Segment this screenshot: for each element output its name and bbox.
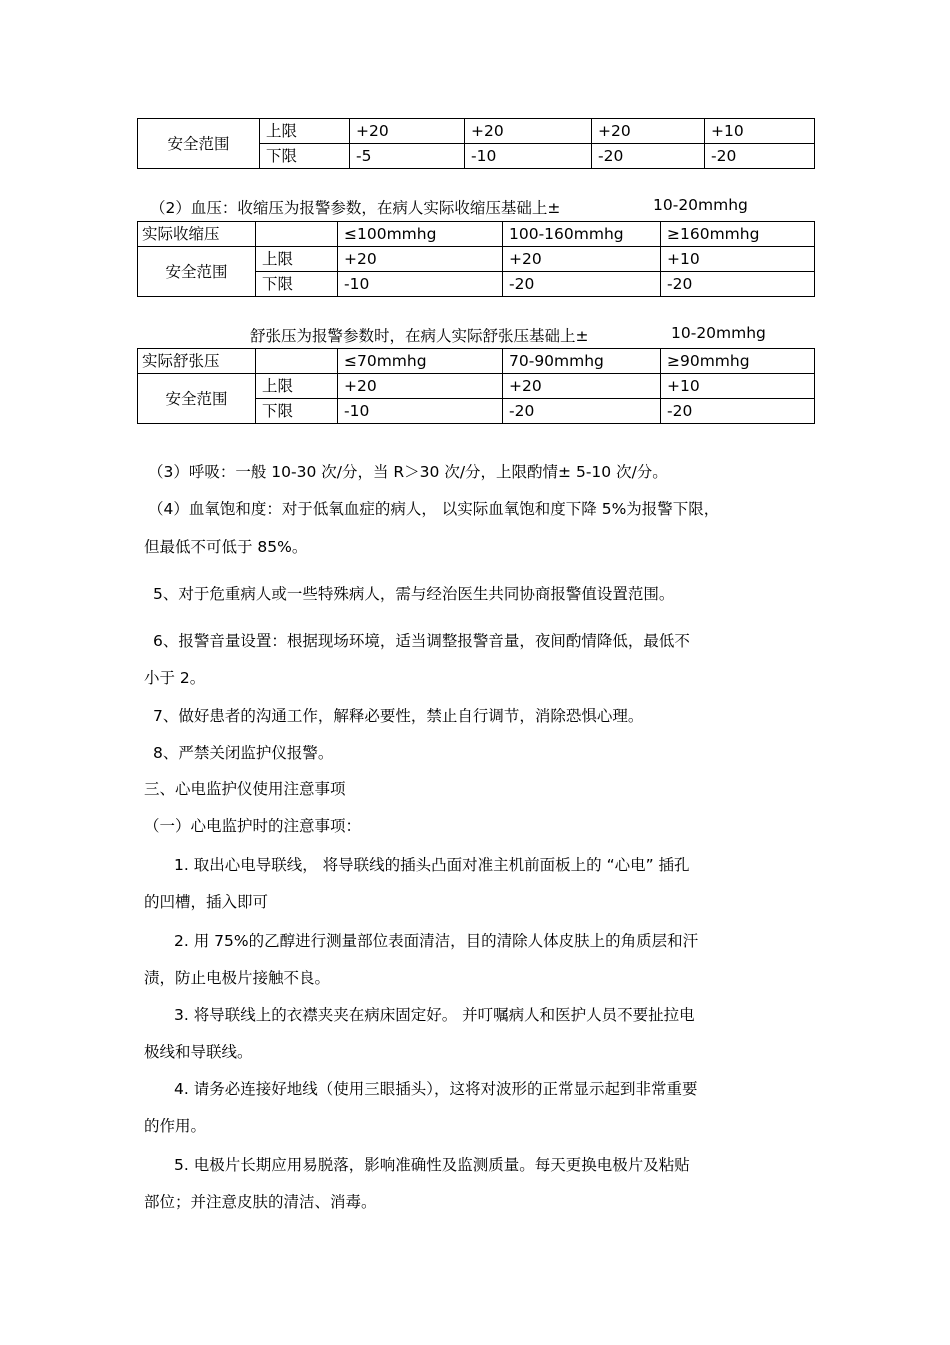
step-1-cont: 的凹槽，插入即可 <box>144 893 269 911</box>
paragraph-respiration: （3）呼吸：一般 10-30 次/分，当 R＞30 次/分，上限酌情± 5-10 次/分。 <box>148 463 668 481</box>
table-header-cell: ≤70mmhg <box>338 349 503 374</box>
step-3: 3. 将导联线上的衣襟夹夹在病床固定好。 并叮嘱病人和医护人员不要扯拉电 <box>174 1006 695 1024</box>
table-cell: -20 <box>503 272 661 297</box>
step-1: 1. 取出心电导联线， 将导联线的插头凸面对准主机前面板上的 “心电” 插孔 <box>174 856 690 874</box>
paragraph-item-6: 6、报警音量设置：根据现场环境，适当调整报警音量，夜间酌情降低，最低不 <box>153 632 690 650</box>
table-cell: -10 <box>465 144 592 169</box>
paragraph-item-8: 8、严禁关闭监护仪报警。 <box>153 744 334 762</box>
step-3-cont: 极线和导联线。 <box>144 1043 253 1061</box>
step-5-cont: 部位；并注意皮肤的清洁、消毒。 <box>144 1193 377 1211</box>
paragraph-item-5: 5、对于危重病人或一些特殊病人，需与经治医生共同协商报警值设置范围。 <box>153 585 675 603</box>
table-cell: -10 <box>338 399 503 424</box>
step-4: 4. 请务必连接好地线（使用三眼插头），这将对波形的正常显示起到非常重要 <box>174 1080 698 1098</box>
table-cell: +20 <box>592 119 705 144</box>
table-cell: 上限 <box>256 247 338 272</box>
paragraph-item-6-cont: 小于 2。 <box>144 669 206 687</box>
table-cell: -20 <box>705 144 815 169</box>
bp-heading-range: 10-20mmhg <box>653 196 748 214</box>
table-cell: 安全范围 <box>138 374 256 424</box>
table-cell: +20 <box>503 374 661 399</box>
table-cell: -20 <box>503 399 661 424</box>
dia-heading-text: 舒张压为报警参数时，在病人实际舒张压基础上± <box>250 327 589 345</box>
table-header-cell: 70-90mmhg <box>503 349 661 374</box>
table-cell: -20 <box>592 144 705 169</box>
paragraph-item-7: 7、做好患者的沟通工作，解释必要性，禁止自行调节，消除恐惧心理。 <box>153 707 644 725</box>
table-cell: +10 <box>661 374 815 399</box>
table-cell: -20 <box>661 272 815 297</box>
table-cell: +20 <box>338 374 503 399</box>
table-cell: +20 <box>503 247 661 272</box>
table-header-cell: 100-160mmhg <box>503 222 661 247</box>
step-5: 5. 电极片长期应用易脱落，影响准确性及监测质量。每天更换电极片及粘贴 <box>174 1156 690 1174</box>
table-cell: 安全范围 <box>138 119 260 169</box>
table-header-cell: 实际收缩压 <box>138 222 256 247</box>
table-cell: +10 <box>705 119 815 144</box>
table-cell: +10 <box>661 247 815 272</box>
table-cell: +20 <box>338 247 503 272</box>
table-cell: 上限 <box>256 374 338 399</box>
step-2: 2. 用 75%的乙醇进行测量部位表面清洁，目的清除人体皮肤上的角质层和汗 <box>174 932 699 950</box>
section-heading: 三、心电监护仪使用注意事项 <box>144 780 346 798</box>
table-cell: 上限 <box>260 119 350 144</box>
table-cell: -20 <box>661 399 815 424</box>
paragraph-spo2: （4）血氧饱和度：对于低氧血症的病人， 以实际血氧饱和度下降 5%为报警下限， <box>148 500 720 518</box>
bp-heading-text: （2）血压：收缩压为报警参数，在病人实际收缩压基础上± <box>150 199 561 217</box>
table-cell: -10 <box>338 272 503 297</box>
table-header-cell: ≥160mmhg <box>661 222 815 247</box>
table-cell: +20 <box>350 119 465 144</box>
step-2-cont: 渍，防止电极片接触不良。 <box>144 969 331 987</box>
subsection-heading: （一）心电监护时的注意事项： <box>144 817 362 835</box>
table-header-cell: 实际舒张压 <box>138 349 256 374</box>
step-4-cont: 的作用。 <box>144 1117 207 1135</box>
dia-heading-range: 10-20mmhg <box>671 324 766 342</box>
table-header-cell: ≥90mmhg <box>661 349 815 374</box>
table-cell: -5 <box>350 144 465 169</box>
table-cell: 下限 <box>260 144 350 169</box>
paragraph-spo2-cont: 但最低不可低于 85%。 <box>144 538 308 556</box>
table-cell: 下限 <box>256 272 338 297</box>
table-cell: 下限 <box>256 399 338 424</box>
table-cell: 安全范围 <box>138 247 256 297</box>
table-header-cell: ≤100mmhg <box>338 222 503 247</box>
table-cell: +20 <box>465 119 592 144</box>
